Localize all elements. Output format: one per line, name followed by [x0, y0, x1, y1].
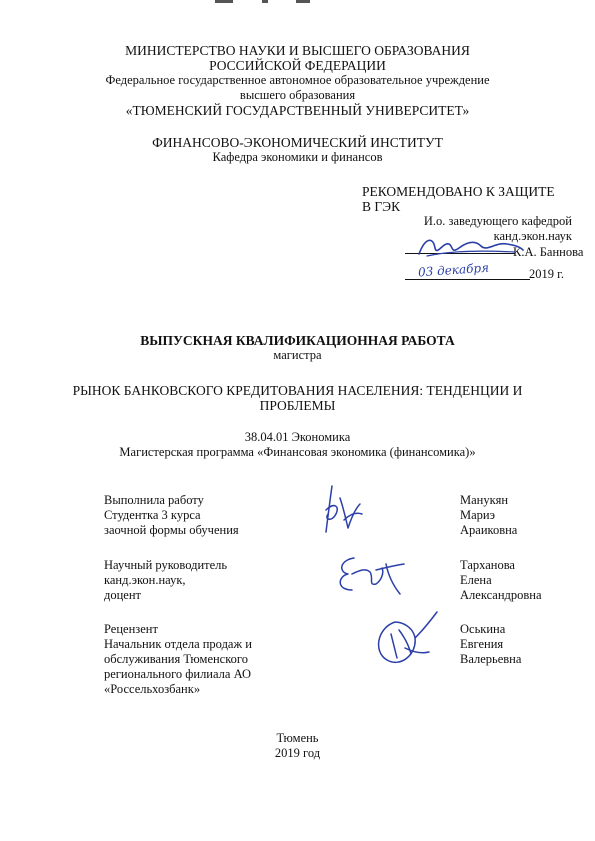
reviewer-role-line: регионального филиала АО: [104, 667, 251, 681]
department-name: Кафедра экономики и финансов: [212, 150, 383, 164]
degree-level: магистра: [273, 348, 322, 362]
supervisor-role-line: Научный руководитель: [104, 558, 228, 572]
supervisor-name-line: Елена: [460, 573, 492, 587]
supervisor-role-line: доцент: [104, 588, 141, 602]
reviewer-role-line: обслуживания Тюменского: [104, 652, 248, 666]
institution-line-2: высшего образования: [239, 88, 356, 102]
program-name: Магистерская программа «Финансовая экономика (финансомика)»: [119, 445, 476, 459]
institute-block: [0, 135, 595, 165]
ministry-line-1: МИНИСТЕРСТВО НАУКИ И ВЫСШЕГО ОБРАЗОВАНИЯ: [125, 43, 470, 58]
author-role-line: Выполнила работу: [104, 493, 204, 507]
ministry-line-2: РОССИЙСКОЙ ФЕДЕРАЦИИ: [209, 58, 386, 73]
approval-line-2: В ГЭК: [362, 199, 401, 214]
header: [0, 43, 595, 118]
author-name-line: Араиковна: [460, 523, 518, 537]
footer: [0, 731, 595, 761]
author-signature: [310, 480, 370, 540]
topic-block: [0, 383, 595, 413]
author-role: [104, 493, 304, 538]
author-name-line: Мариэ: [460, 508, 495, 522]
approval-role: И.о. заведующего кафедрой: [423, 214, 572, 228]
author-name: [460, 493, 580, 538]
institution-line-1: Федеральное государственное автономное образовательное учреждение: [105, 73, 490, 87]
reviewer-role-line: Рецензент: [104, 622, 158, 636]
supervisor-name-line: Тарханова: [460, 558, 515, 572]
university-name: «ТЮМЕНСКИЙ ГОСУДАРСТВЕННЫЙ УНИВЕРСИТЕТ»: [125, 103, 470, 118]
topic-line-1: РЫНОК БАНКОВСКОГО КРЕДИТОВАНИЯ НАСЕЛЕНИЯ: ТЕНДЕНЦИИ И: [72, 383, 523, 398]
reviewer-name: [460, 622, 580, 667]
supervisor-signature: [330, 550, 410, 600]
author-name-line: Манукян: [460, 493, 509, 507]
reviewer-name-line: Евгения: [460, 637, 504, 651]
year: 2019 год: [274, 746, 321, 760]
scan-artifact: [262, 0, 268, 3]
approval-line-1: РЕКОМЕНДОВАНО К ЗАЩИТЕ: [362, 184, 555, 199]
approval-degree: канд.экон.наук: [493, 229, 572, 243]
reviewer-name-line: Оськина: [460, 622, 506, 636]
author-role-line: заочной формы обучения: [104, 523, 239, 537]
institute-name: ФИНАНСОВО-ЭКОНОМИЧЕСКИЙ ИНСТИТУТ: [152, 135, 443, 150]
supervisor-name: [460, 558, 580, 603]
head-signature: [415, 232, 525, 262]
approval-name: К.А. Баннова: [513, 245, 584, 259]
program-block: [0, 430, 595, 460]
scan-artifact: [215, 0, 233, 3]
reviewer-role-line: Начальник отдела продаж и: [104, 637, 252, 651]
city: Тюмень: [276, 731, 319, 745]
supervisor-role-line: канд.экон.наук,: [104, 573, 186, 587]
work-type: ВЫПУСКНАЯ КВАЛИФИКАЦИОННАЯ РАБОТА: [140, 333, 455, 348]
program-code: 38.04.01 Экономика: [244, 430, 351, 444]
reviewer-role-line: «Россельхозбанк»: [104, 682, 201, 696]
supervisor-name-line: Александровна: [460, 588, 542, 602]
topic-line-2: ПРОБЛЕМЫ: [259, 398, 336, 413]
approval-year: 2019 г.: [529, 267, 564, 281]
scan-artifact: [296, 0, 310, 3]
author-role-line: Студентка 3 курса: [104, 508, 201, 522]
date-handwritten: 03 декабря: [417, 260, 490, 280]
reviewer-signature: [365, 608, 445, 678]
reviewer-role: [104, 622, 304, 697]
title-block: [0, 333, 595, 363]
supervisor-role: [104, 558, 304, 603]
reviewer-name-line: Валерьевна: [460, 652, 522, 666]
